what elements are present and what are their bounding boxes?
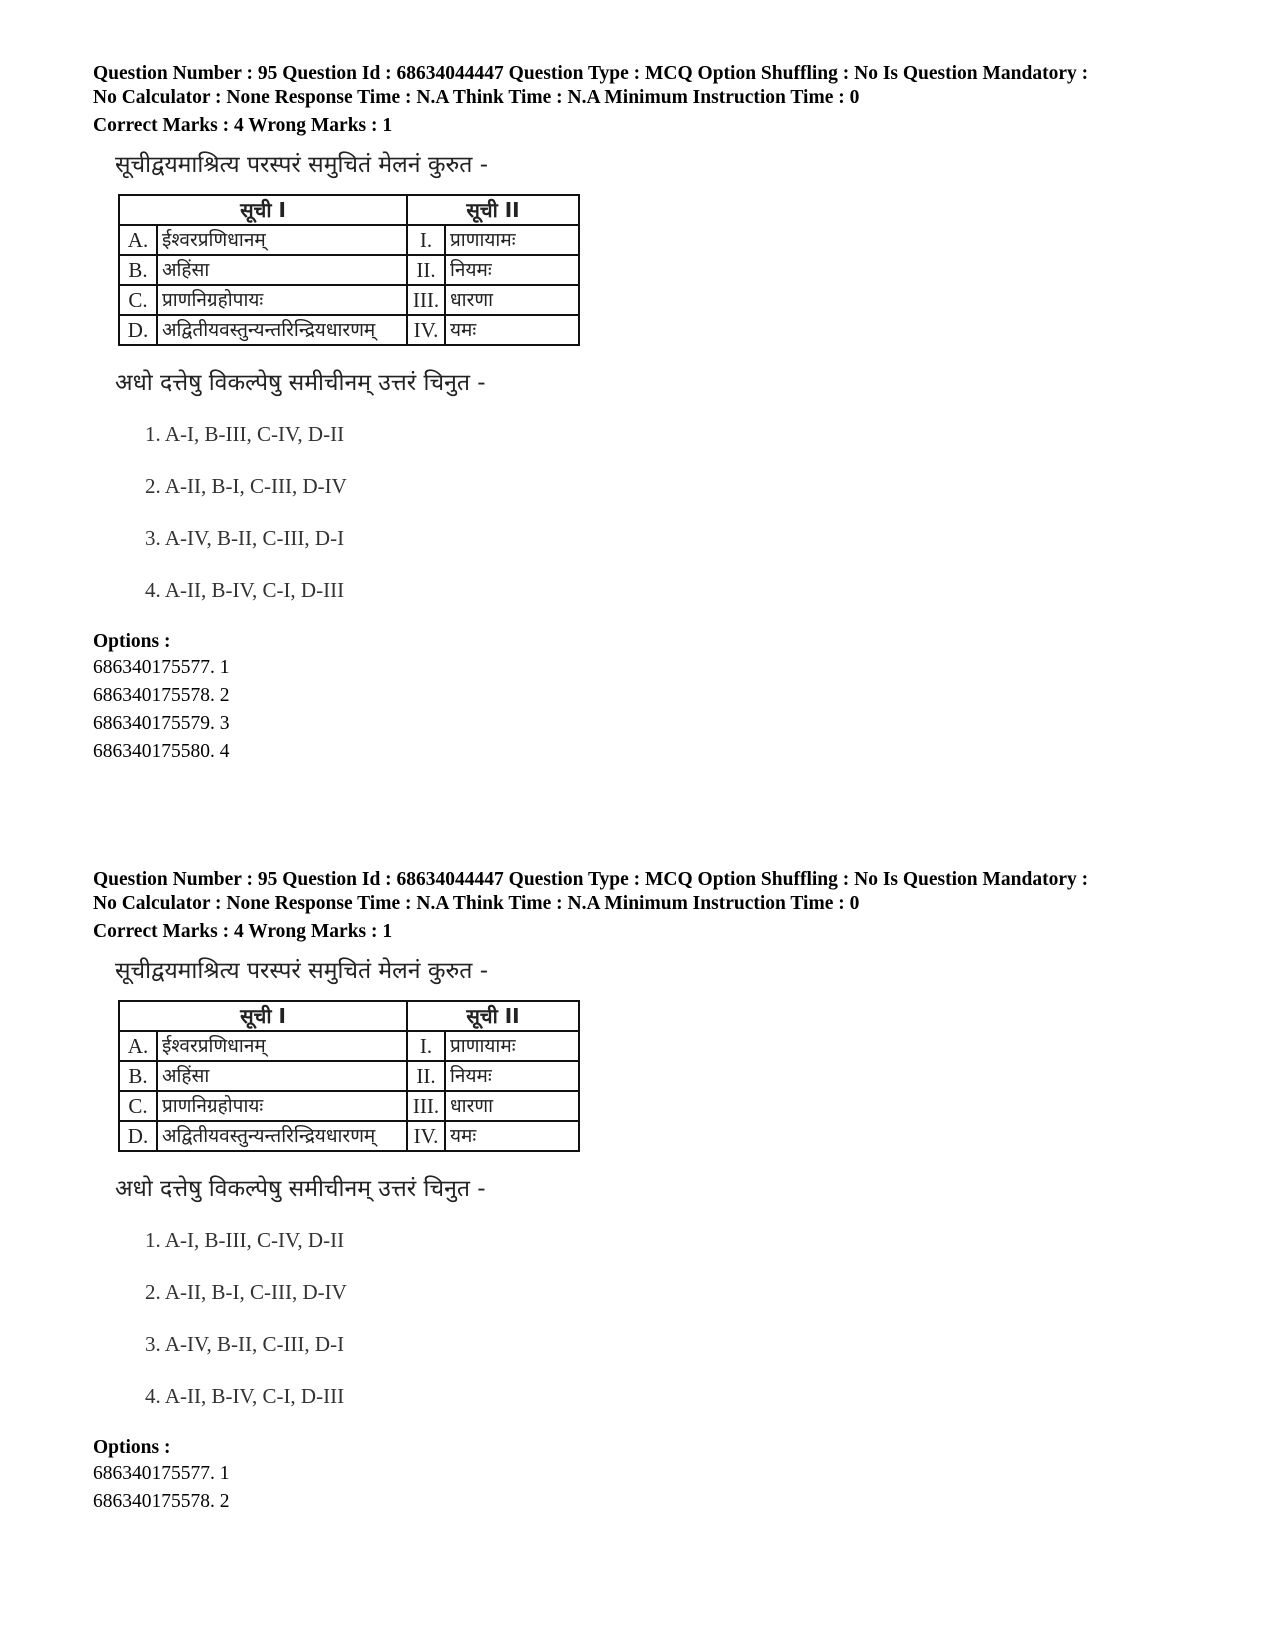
question-sub-stem: अधो दत्तेषु विकल्पेषु समीचीनम् उत्तरं चिनुत - [115, 1176, 486, 1202]
left-term: ईश्वरप्रणिधानम् [157, 1031, 407, 1061]
table-row [119, 255, 579, 285]
options-label: Options : [93, 631, 171, 652]
choice-item: 2. A-II, B-I, C-III, D-IV [145, 474, 347, 498]
question-meta-line: No Calculator : None Response Time : N.A Think Time : N.A Minimum Instruction Time : 0 [93, 87, 860, 108]
right-term: धारणा [445, 285, 579, 315]
option-item: 686340175577. 1 [93, 1463, 230, 1484]
choice-list [145, 1214, 1213, 1422]
right-code: IV. [407, 1121, 445, 1151]
choice-item: 3. A-IV, B-II, C-III, D-I [145, 1332, 345, 1356]
right-code: IV. [407, 315, 445, 345]
option-item: 686340175577. 1 [93, 657, 230, 678]
left-term: प्राणनिग्रहोपायः [157, 1091, 407, 1121]
right-term: प्राणायामः [445, 1031, 579, 1061]
right-code: III. [407, 1091, 445, 1121]
right-term: यमः [445, 1121, 579, 1151]
table-row [119, 1031, 579, 1061]
left-code: A. [119, 1031, 157, 1061]
choice-item: 4. A-II, B-IV, C-I, D-III [145, 578, 345, 602]
question-meta-line: Question Number : 95 Question Id : 68634044447 Question Type : MCQ Option Shuffling : No Is Question Mandatory : [93, 869, 1089, 890]
question-image [115, 150, 1213, 616]
table-row [119, 315, 579, 345]
table-row [119, 1091, 579, 1121]
table-header-row [119, 195, 579, 225]
table-header-list-2: सूची II [407, 195, 579, 225]
table-row [119, 1121, 579, 1151]
left-code: C. [119, 285, 157, 315]
left-code: D. [119, 1121, 157, 1151]
right-code: III. [407, 285, 445, 315]
left-term: ईश्वरप्रणिधानम् [157, 225, 407, 255]
table-row [119, 1061, 579, 1091]
choice-item: 4. A-II, B-IV, C-I, D-III [145, 1384, 345, 1408]
question-stem: सूचीद्वयमाश्रित्य परस्परं समुचितं मेलनं कुरुत - [115, 152, 488, 178]
table-header-list-2: सूची II [407, 1001, 579, 1031]
question-stem: सूचीद्वयमाश्रित्य परस्परं समुचितं मेलनं कुरुत - [115, 958, 488, 984]
question-meta-line: Question Number : 95 Question Id : 68634044447 Question Type : MCQ Option Shuffling : No Is Question Mandatory : [93, 63, 1089, 84]
options-label: Options : [93, 1437, 171, 1458]
left-term: अहिंसा [157, 255, 407, 285]
right-term: नियमः [445, 255, 579, 285]
question-image [115, 956, 1213, 1422]
question-sub-stem: अधो दत्तेषु विकल्पेषु समीचीनम् उत्तरं चिनुत - [115, 370, 486, 396]
match-table [118, 1000, 580, 1152]
match-table [118, 194, 580, 346]
choice-item: 3. A-IV, B-II, C-III, D-I [145, 526, 345, 550]
left-code: B. [119, 1061, 157, 1091]
choice-item: 1. A-I, B-III, C-IV, D-II [145, 422, 345, 446]
left-code: D. [119, 315, 157, 345]
option-item: 686340175580. 4 [93, 741, 230, 762]
choice-item: 1. A-I, B-III, C-IV, D-II [145, 1228, 345, 1252]
left-term: अद्वितीयवस्तुन्यन्तरिन्द्रियधारणम् [157, 315, 407, 345]
left-term: अद्वितीयवस्तुन्यन्तरिन्द्रियधारणम् [157, 1121, 407, 1151]
right-term: धारणा [445, 1091, 579, 1121]
table-row [119, 285, 579, 315]
right-code: I. [407, 1031, 445, 1061]
question-marks: Correct Marks : 4 Wrong Marks : 1 [93, 921, 393, 942]
table-header-row [119, 1001, 579, 1031]
table-header-list-1: सूची I [119, 1001, 407, 1031]
question-block [93, 62, 1213, 766]
right-term: यमः [445, 315, 579, 345]
choice-item: 2. A-II, B-I, C-III, D-IV [145, 1280, 347, 1304]
question-meta-line: No Calculator : None Response Time : N.A Think Time : N.A Minimum Instruction Time : 0 [93, 893, 860, 914]
right-code: I. [407, 225, 445, 255]
left-code: A. [119, 225, 157, 255]
left-code: C. [119, 1091, 157, 1121]
right-code: II. [407, 1061, 445, 1091]
left-term: अहिंसा [157, 1061, 407, 1091]
option-item: 686340175578. 2 [93, 1491, 230, 1512]
choice-list [145, 408, 1213, 616]
question-block [93, 868, 1213, 1516]
table-header-list-1: सूची I [119, 195, 407, 225]
right-term: प्राणायामः [445, 225, 579, 255]
left-code: B. [119, 255, 157, 285]
left-term: प्राणनिग्रहोपायः [157, 285, 407, 315]
right-term: नियमः [445, 1061, 579, 1091]
right-code: II. [407, 255, 445, 285]
question-marks: Correct Marks : 4 Wrong Marks : 1 [93, 115, 393, 136]
option-item: 686340175579. 3 [93, 713, 230, 734]
table-row [119, 225, 579, 255]
option-item: 686340175578. 2 [93, 685, 230, 706]
